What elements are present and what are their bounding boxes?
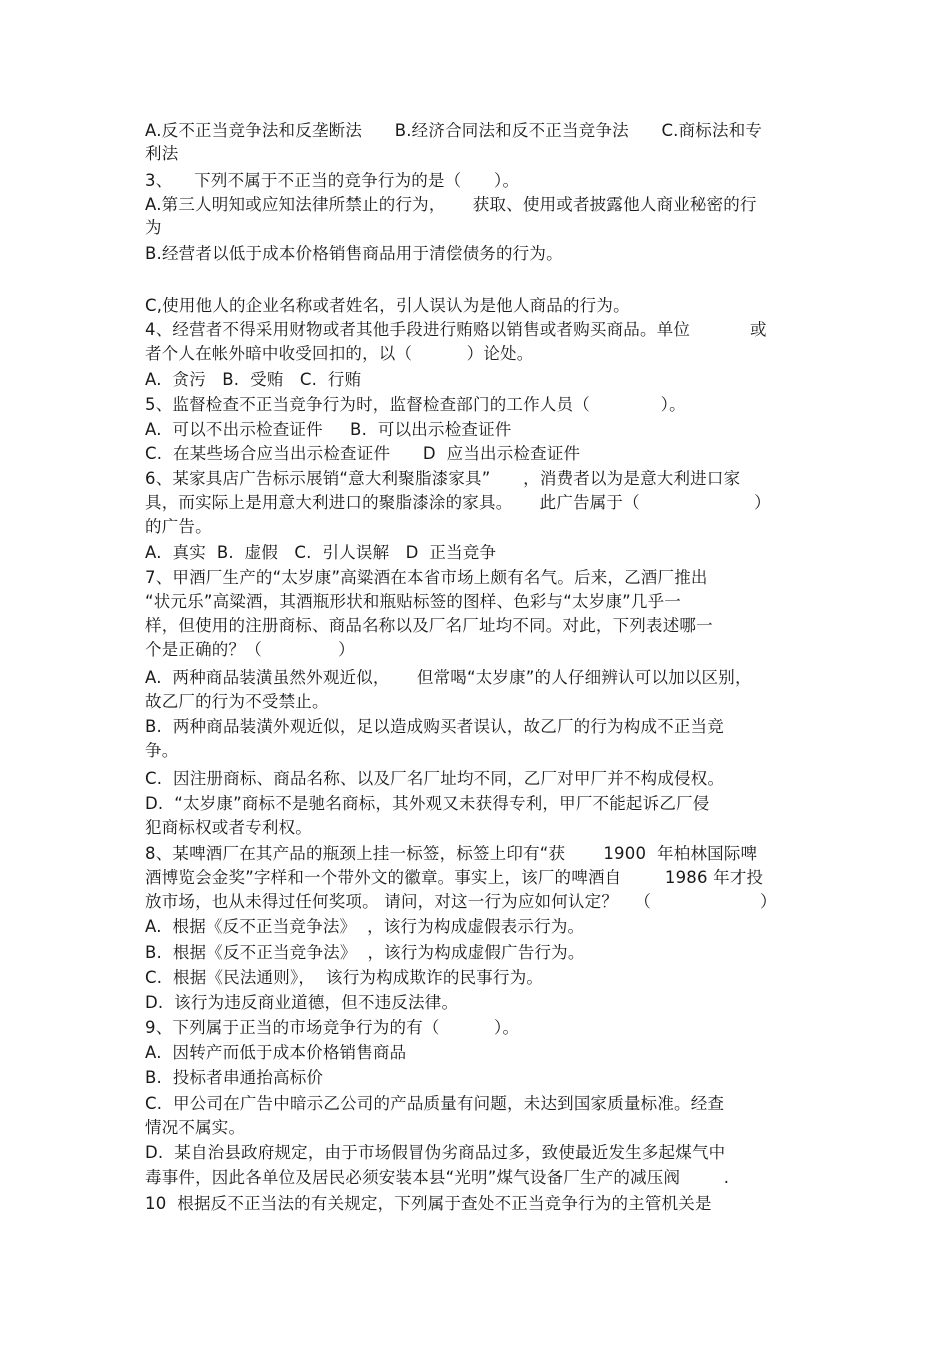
- text-line: 4、经营者不得采用财物或者其他手段进行贿赂以销售或者购买商品。单位 或: [145, 320, 767, 339]
- text-line: A. 真实 B. 虚假 C. 引人误解 D 正当竞争: [145, 543, 497, 562]
- text-line: 具，而实际上是用意大利进口的聚脂漆涂的家具。 此广告属于（ ）: [145, 493, 771, 512]
- text-line: 个是正确的？（ ）: [145, 640, 355, 659]
- text-line: 利法: [145, 144, 179, 163]
- text-line: 为: [145, 218, 162, 237]
- text-line: 8、某啤酒厂在其产品的瓶颈上挂一标签，标签上印有“获 1900 年柏林国际啤: [145, 844, 758, 863]
- text-line: 者个人在帐外暗中收受回扣的，以（ ）论处。: [145, 344, 534, 363]
- text-line: A.第三人明知或应知法律所禁止的行为， 获取、使用或者披露他人商业秘密的行: [145, 195, 757, 214]
- text-line: A. 可以不出示检查证件 B. 可以出示检查证件: [145, 420, 512, 439]
- text-line: 6、某家具店广告标示展销“意大利聚脂漆家具” ，消费者以为是意大利进口家: [145, 469, 741, 488]
- text-line: 的广告。: [145, 517, 212, 536]
- text-line: 毒事件，因此各单位及居民必须安装本县“光明”煤气设备厂生产的减压阀 .: [145, 1168, 730, 1187]
- text-line: C. 根据《民法通则》， 该行为构成欺诈的民事行为。: [145, 968, 544, 987]
- text-line: C. 甲公司在广告中暗示乙公司的产品质量有问题，未达到国家质量标准。经查: [145, 1094, 725, 1113]
- text-line: 情况不属实。: [145, 1118, 246, 1137]
- text-line: C. 因注册商标、商品名称、以及厂名厂址均不同，乙厂对甲厂并不构成侵权。: [145, 769, 725, 788]
- text-line: D. 该行为违反商业道德，但不违反法律。: [145, 993, 459, 1012]
- text-line: 10 根据反不正当法的有关规定，下列属于查处不正当竞争行为的主管机关是: [145, 1194, 712, 1213]
- text-line: 5、监督检查不正当竞争行为时，监督检查部门的工作人员（ ）。: [145, 395, 686, 414]
- text-line: 放市场，也从未得过任何奖项。 请问，对这一行为应如何认定？ （ ）: [145, 892, 777, 911]
- text-line: B. 两种商品装潢外观近似，足以造成购买者误认，故乙厂的行为构成不正当竞: [145, 717, 724, 736]
- text-line: B. 投标者串通抬高标价: [145, 1068, 324, 1087]
- text-line: 样，但使用的注册商标、商品名称以及厂名厂址均不同。对此，下列表述哪一: [145, 616, 713, 635]
- text-line: D. “太岁康”商标不是驰名商标，其外观又未获得专利，甲厂不能起诉乙厂侵: [145, 794, 710, 813]
- text-line: C. 在某些场合应当出示检查证件 D 应当出示检查证件: [145, 444, 581, 463]
- text-line: B.经营者以低于成本价格销售商品用于清偿债务的行为。: [145, 244, 563, 263]
- text-line: 争。: [145, 741, 179, 760]
- text-line: A.反不正当竞争法和反垄断法 B.经济合同法和反不正当竞争法 C.商标法和专: [145, 121, 763, 140]
- text-line: 3、 下列不属于不正当的竞争行为的是（ ）。: [145, 171, 520, 190]
- text-line: 故乙厂的行为不受禁止。: [145, 692, 329, 711]
- text-line: A. 贪污 B. 受贿 C. 行贿: [145, 370, 362, 389]
- text-line: A. 根据《反不正当竞争法》 ，该行为构成虚假表示行为。: [145, 917, 585, 936]
- text-line: D. 某自治县政府规定，由于市场假冒伪劣商品过多，致使最近发生多起煤气中: [145, 1143, 726, 1162]
- text-line: 9、下列属于正当的市场竞争行为的有（ ）。: [145, 1018, 520, 1037]
- text-line: C,使用他人的企业名称或者姓名，引人误认为是他人商品的行为。: [145, 296, 630, 315]
- text-line: A. 两种商品装潢虽然外观近似， 但常喝“太岁康”的人仔细辨认可以加以区别，: [145, 668, 752, 687]
- text-line: A. 因转产而低于成本价格销售商品: [145, 1043, 407, 1062]
- text-line: 7、甲酒厂生产的“太岁康”高粱酒在本省市场上颇有名气。后来，乙酒厂推出: [145, 568, 708, 587]
- text-line: 犯商标权或者专利权。: [145, 818, 312, 837]
- text-line: 酒博览会金奖”字样和一个带外文的徽章。事实上，该厂的啤酒自 1986 年才投: [145, 868, 764, 887]
- text-line: B. 根据《反不正当竞争法》 ，该行为构成虚假广告行为。: [145, 943, 585, 962]
- text-line: “状元乐”高粱酒，其酒瓶形状和瓶贴标签的图样、色彩与“太岁康”几乎一: [145, 592, 681, 611]
